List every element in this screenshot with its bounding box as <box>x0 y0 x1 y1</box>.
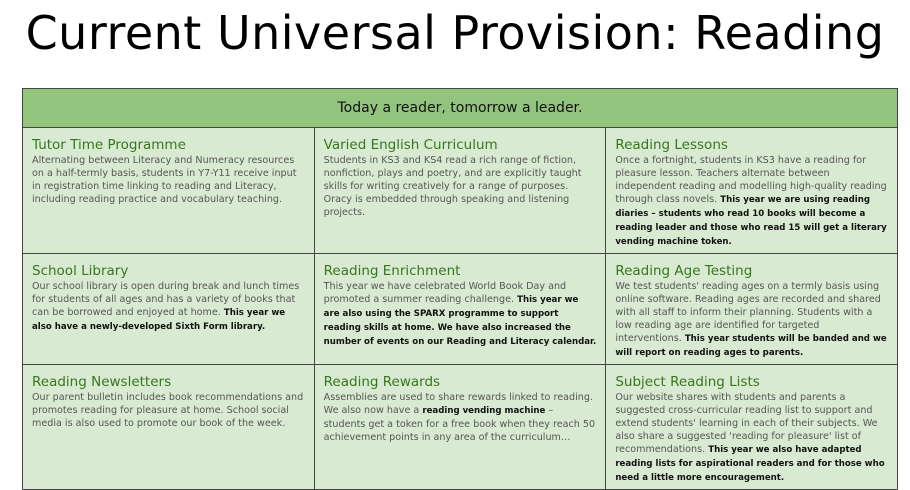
cell-text: This year we have celebrated World Book Day and promoted a summer reading challenge. <box>323 281 567 305</box>
cell-text-after: – students get a token for a free book when they reach 50 achievement points in any area of the curriculum… <box>323 405 596 443</box>
cell-body <box>324 280 597 349</box>
cell-heading: Reading Newsletters <box>32 374 172 390</box>
cell-heading: Reading Lessons <box>615 137 728 153</box>
cell-heading: Subject Reading Lists <box>615 374 760 390</box>
cell-bold-text: This year we also have a newly-developed Sixth Form library. <box>32 308 286 332</box>
provision-table <box>22 88 898 490</box>
cell-subject-reading-lists <box>606 365 898 490</box>
cell-bold-text: This year we also have adapted reading lists for aspirational readers and for those who need a little more encouragement. <box>615 445 885 483</box>
cell-text: Assemblies are used to share rewards linked to reading. We also now have a <box>323 392 593 416</box>
cell-bold-text: This year we are also using the SPARX programme to support reading skills at home. We have also increased the number of events on our Reading and Literacy calendar. <box>323 295 597 347</box>
cell-reading-newsletters <box>23 365 315 490</box>
cell-school-library <box>23 254 315 365</box>
cell-body <box>615 154 888 249</box>
cell-text: Our website shares with students and parents a suggested cross-curricular reading list to support and extend students' learning in each of their subjects. We also share a suggested 'reading for pleasure' list of recommendations. <box>615 392 878 455</box>
cell-body <box>32 154 305 207</box>
banner: Today a reader, tomorrow a leader. <box>23 89 898 128</box>
cell-reading-rewards <box>314 365 606 490</box>
cell-text: Our parent bulletin includes book recommendations and promotes reading for pleasure at home. School social media is also used to promote our book of the week. <box>32 392 304 429</box>
cell-bold-text: reading vending machine <box>422 406 546 416</box>
cell-body <box>615 391 888 485</box>
cell-reading-lessons <box>606 128 898 254</box>
cell-heading: Varied English Curriculum <box>323 137 498 153</box>
cell-body <box>615 280 888 360</box>
cell-heading: Tutor Time Programme <box>32 137 186 153</box>
cell-text: Once a fortnight, students in KS3 have a reading for pleasure lesson. Teachers alternate between independent reading and modelling high-quality reading through class novels. <box>615 155 887 205</box>
cell-bold-text: This year we are using reading diaries – students who read 10 books will become a reading leader and those who read 15 will get a literary vending machine token. <box>615 195 887 247</box>
cell-reading-age-testing <box>606 254 898 365</box>
page-title: Current Universal Provision: Reading <box>25 6 885 60</box>
cell-body <box>32 391 305 431</box>
cell-tutor-time <box>23 128 315 254</box>
cell-text: Alternating between Literacy and Numeracy resources on a half-termly basis, students in Y7-Y11 receive input in registration time linking to reading and Literacy, including reading practice and vocabulary teaching. <box>32 155 297 205</box>
cell-text: Our school library is open during break and lunch times for students of all ages and has a variety of books that can be borrowed and enjoyed at home. <box>32 281 300 318</box>
cell-text: We test students' reading ages on a termly basis using online software. Reading ages are recorded and shared with all staff to inform their planning. Students with a low reading age are identified for targeted interventions. <box>615 281 881 344</box>
cell-heading: Reading Age Testing <box>615 263 753 279</box>
cell-text: Students in KS3 and KS4 read a rich range of fiction, nonfiction, plays and poetry, and are explicitly taught skills for writing creatively for a range of purposes. Oracy is embedded through speaking and listening projects. <box>323 155 582 218</box>
cell-heading: Reading Rewards <box>323 374 441 390</box>
cell-english-curriculum <box>314 128 606 254</box>
cell-body <box>32 280 305 334</box>
cell-heading: School Library <box>32 263 129 279</box>
cell-heading: Reading Enrichment <box>323 263 461 279</box>
cell-body <box>324 154 597 220</box>
cell-bold-text: This year students will be banded and we will report on reading ages to parents. <box>615 334 887 358</box>
cell-body <box>324 391 597 444</box>
cell-reading-enrichment <box>314 254 606 365</box>
